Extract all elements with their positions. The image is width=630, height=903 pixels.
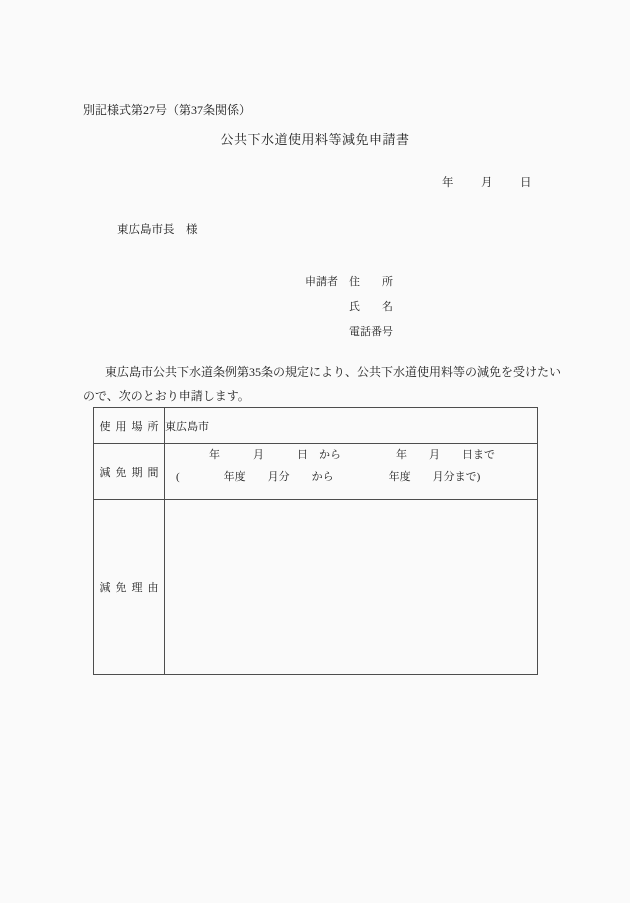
place-of-use-value: 東広島市 — [165, 408, 538, 444]
applicant-name-line: 氏 名 — [349, 301, 393, 313]
applicant-address-line: 申請者 住 所 — [305, 276, 393, 288]
row-label-place-of-use: 使用場所 — [94, 408, 165, 444]
exemption-period-cell — [165, 444, 538, 500]
exemption-period-line2: ( 年度 月分 から 年度 月分まで) — [165, 471, 481, 483]
table-row-exemption-period — [94, 444, 538, 500]
exemption-period-line1: 年 月 日 から 年 月 日まで — [165, 449, 495, 461]
applicant-block — [305, 270, 393, 345]
body-paragraph-line2: ので、次のとおり申請します。 — [83, 388, 250, 403]
addressee-mayor: 東広島市長 様 — [117, 224, 198, 236]
applicant-phone-line: 電話番号 — [349, 326, 393, 338]
body-paragraph-line1: 東広島市公共下水道条例第35条の規定により、公共下水道使用料等の減免を受けたい — [105, 365, 562, 379]
application-table — [93, 407, 538, 675]
document-title: 公共下水道使用料等減免申請書 — [220, 132, 410, 147]
exemption-reason-cell — [165, 500, 538, 675]
date-line: 年 月 日 — [442, 177, 533, 189]
body-paragraph — [83, 361, 573, 408]
table-row-place-of-use — [94, 408, 538, 444]
form-number: 別記様式第27号（第37条関係） — [83, 103, 252, 117]
row-label-exemption-reason: 減免理由 — [94, 500, 165, 675]
table-row-exemption-reason — [94, 500, 538, 675]
row-label-exemption-period: 減免期間 — [94, 444, 165, 500]
